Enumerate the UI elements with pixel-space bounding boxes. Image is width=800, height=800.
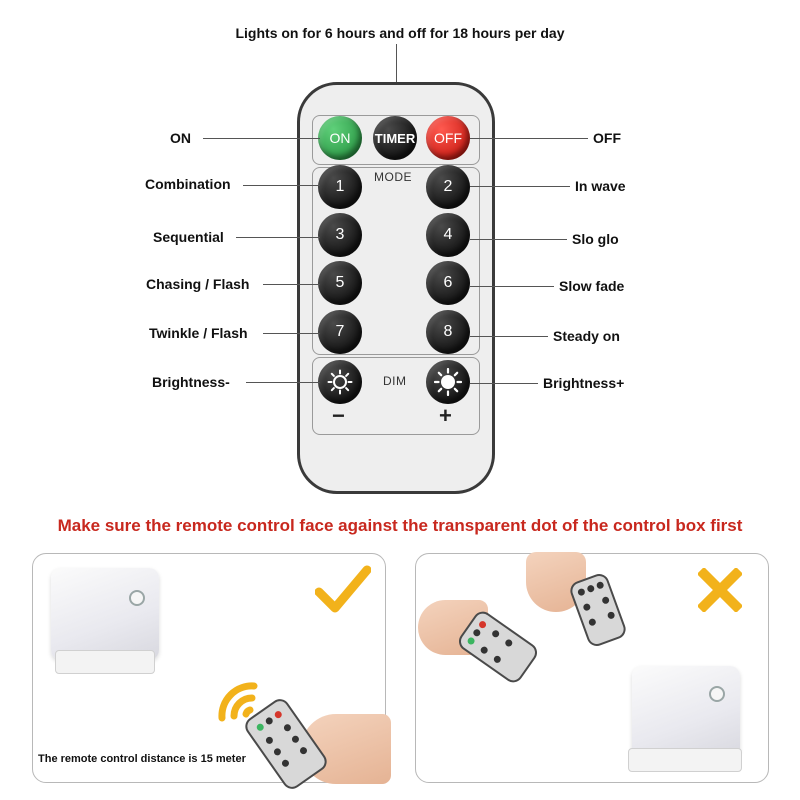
timer-description: Lights on for 6 hours and off for 18 hours per day [235,25,565,41]
sensor-dot [129,590,145,606]
cross-icon [698,568,742,612]
leader-on [203,138,320,139]
mode-6-button[interactable]: 6 [426,261,470,305]
on-button[interactable]: ON [318,116,362,160]
mode-8-button[interactable]: 8 [426,310,470,354]
leader-sequential [236,237,320,238]
sun-outline-icon [327,369,353,395]
control-box [632,666,740,758]
dim-label: DIM [383,374,407,388]
label-slow-fade: Slow fade [559,278,625,294]
sun-filled-icon [434,368,462,396]
control-box-base [55,650,155,674]
brightness-down-button[interactable] [318,360,362,404]
mode-4-button[interactable]: 4 [426,213,470,257]
brightness-up-button[interactable] [426,360,470,404]
label-in-wave: In wave [575,178,626,194]
label-twinkle: Twinkle / Flash [149,325,248,341]
label-chasing: Chasing / Flash [146,276,250,292]
instruction-banner: Make sure the remote control face against the transparent dot of the control box first [57,516,743,535]
leader-slow-fade [470,286,554,287]
mode-label: MODE [374,170,412,184]
label-brightness-plus: Brightness+ [543,375,625,391]
mode-3-button[interactable]: 3 [318,213,362,257]
leader-off [470,138,588,139]
mode-1-button[interactable]: 1 [318,165,362,209]
leader-brightness-minus [246,382,320,383]
minus-symbol: − [332,403,345,428]
leader-in-wave [470,186,570,187]
mode-7-button[interactable]: 7 [318,310,362,354]
label-sequential: Sequential [153,229,224,245]
label-on: ON [170,130,191,146]
label-brightness-minus: Brightness- [152,374,230,390]
plus-symbol: + [439,403,452,428]
control-box [51,568,159,660]
leader-combination [243,185,320,186]
sensor-dot [709,686,725,702]
upper-mini-remote [568,571,629,649]
correct-usage-panel [32,553,386,783]
leader-slo-glo [470,239,567,240]
label-off: OFF [593,130,621,146]
mode-2-button[interactable]: 2 [426,165,470,209]
off-button[interactable]: OFF [426,116,470,160]
leader-chasing [263,284,320,285]
incorrect-usage-panel [415,553,769,783]
leader-twinkle [263,333,320,334]
label-slo-glo: Slo glo [572,231,619,247]
timer-button[interactable]: TIMER [373,116,417,160]
check-icon [315,564,371,616]
label-combination: Combination [145,176,231,192]
label-steady-on: Steady on [553,328,620,344]
distance-caption: The remote control distance is 15 meter [38,753,246,765]
control-box-base [628,748,742,772]
leader-brightness-plus [470,383,538,384]
leader-steady-on [470,336,548,337]
mode-5-button[interactable]: 5 [318,261,362,305]
